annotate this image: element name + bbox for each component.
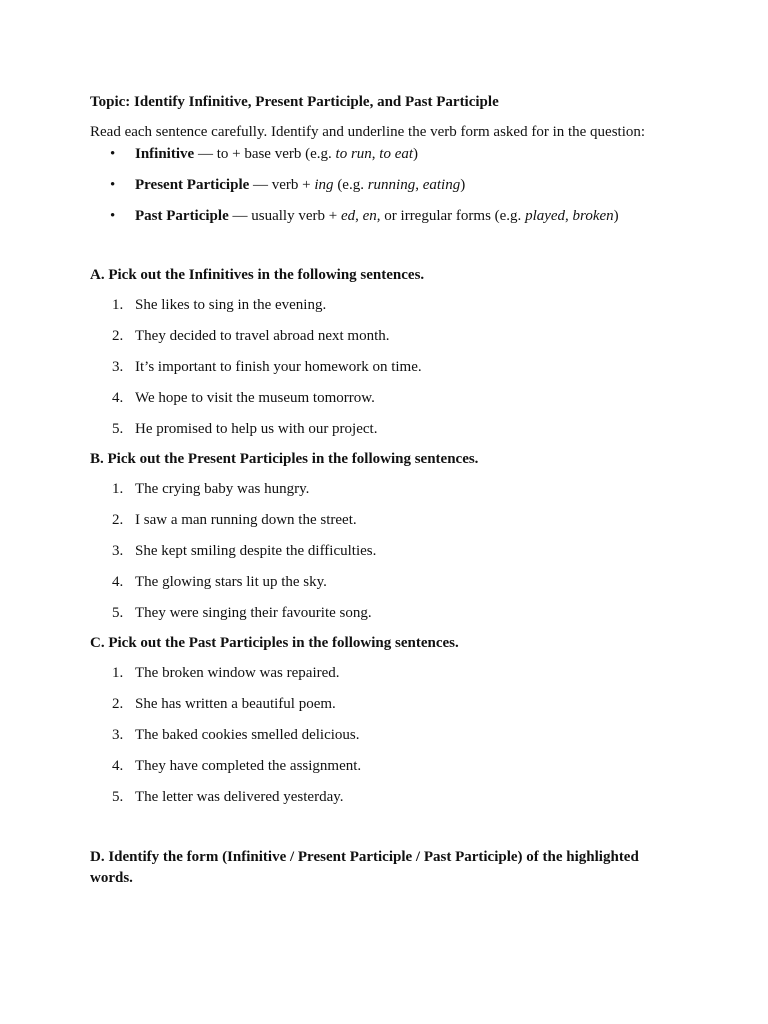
document-body xyxy=(90,92,680,899)
item-text: The glowing stars lit up the sky. xyxy=(135,574,327,590)
definition-example: to eat xyxy=(379,146,414,162)
close-paren: ) xyxy=(613,208,619,224)
definition-example: running xyxy=(367,177,416,193)
close-paren: ) xyxy=(413,146,419,162)
list-item xyxy=(90,663,680,683)
list-item xyxy=(90,694,680,714)
definition-suffix: en xyxy=(362,208,377,224)
item-text: She kept smiling despite the difficulties. xyxy=(135,543,377,559)
definition-term: Present Participle xyxy=(135,177,250,193)
item-text: They were singing their favourite song. xyxy=(135,605,372,621)
section-d-heading: D. Identify the form (Infinitive / Present Participle / Past Participle) of the highlighted words. xyxy=(90,849,639,886)
definition-text: — verb + xyxy=(249,177,315,193)
item-number: 2. xyxy=(112,328,124,344)
section-c-list xyxy=(90,663,680,807)
list-item xyxy=(90,510,680,530)
list-item xyxy=(90,787,680,807)
bullet-icon: • xyxy=(110,177,116,193)
separator: , xyxy=(355,208,363,224)
item-text: We hope to visit the museum tomorrow. xyxy=(135,390,375,406)
list-item xyxy=(90,572,680,592)
definition-text: (e.g. xyxy=(333,177,368,193)
item-number: 2. xyxy=(112,512,124,528)
definition-term: Past Participle xyxy=(135,208,229,224)
list-item xyxy=(90,388,680,408)
item-text: They have completed the assignment. xyxy=(135,758,362,774)
item-text: The letter was delivered yesterday. xyxy=(135,789,344,805)
close-paren: ) xyxy=(460,177,466,193)
item-text: It’s important to finish your homework on time. xyxy=(135,359,422,375)
list-item xyxy=(90,326,680,346)
item-text: He promised to help us with our project. xyxy=(135,421,378,437)
item-number: 2. xyxy=(112,696,124,712)
list-item xyxy=(90,357,680,377)
item-number: 3. xyxy=(112,543,124,559)
item-number: 5. xyxy=(112,421,124,437)
section-a-heading: A. Pick out the Infinitives in the following sentences. xyxy=(90,267,425,283)
separator: , xyxy=(415,177,423,193)
definition-present-participle xyxy=(90,175,680,195)
item-text: She has written a beautiful poem. xyxy=(135,696,336,712)
definition-example: to run xyxy=(335,146,372,162)
definition-text: — to + base verb (e.g. xyxy=(194,146,336,162)
definition-example: eating xyxy=(422,177,461,193)
item-text: I saw a man running down the street. xyxy=(135,512,357,528)
definition-past-participle xyxy=(90,206,680,226)
bullet-icon: • xyxy=(110,208,116,224)
item-number: 5. xyxy=(112,605,124,621)
definitions-list xyxy=(90,144,680,226)
definition-text: — usually verb + xyxy=(228,208,341,224)
item-number: 1. xyxy=(112,481,124,497)
item-number: 3. xyxy=(112,359,124,375)
definition-term: Infinitive xyxy=(135,146,195,162)
item-text: She likes to sing in the evening. xyxy=(135,297,327,313)
section-a-list xyxy=(90,295,680,439)
definition-example: played xyxy=(525,208,566,224)
separator: , xyxy=(565,208,573,224)
separator: , xyxy=(371,146,380,162)
list-item xyxy=(90,756,680,776)
definition-suffix: ing xyxy=(314,177,334,193)
list-item xyxy=(90,603,680,623)
section-b-list xyxy=(90,479,680,623)
list-item xyxy=(90,295,680,315)
item-text: The broken window was repaired. xyxy=(135,665,340,681)
section-c-heading: C. Pick out the Past Participles in the following sentences. xyxy=(90,635,459,651)
topic-heading: Topic: Identify Infinitive, Present Participle, and Past Participle xyxy=(90,94,499,110)
item-number: 1. xyxy=(112,665,124,681)
item-number: 4. xyxy=(112,758,124,774)
item-number: 4. xyxy=(112,574,124,590)
list-item xyxy=(90,541,680,561)
item-text: They decided to travel abroad next month. xyxy=(135,328,390,344)
definition-suffix: ed xyxy=(340,208,356,224)
item-text: The baked cookies smelled delicious. xyxy=(135,727,360,743)
definition-text: , or irregular forms (e.g. xyxy=(376,208,526,224)
definition-example: broken xyxy=(572,208,614,224)
instructions: Read each sentence carefully. Identify and underline the verb form asked for in the question: xyxy=(90,124,646,140)
item-number: 5. xyxy=(112,789,124,805)
list-item xyxy=(90,725,680,745)
list-item xyxy=(90,479,680,499)
item-number: 4. xyxy=(112,390,124,406)
list-item xyxy=(90,419,680,439)
bullet-icon: • xyxy=(110,146,116,162)
definition-infinitive xyxy=(90,144,680,164)
section-b-heading: B. Pick out the Present Participles in the following sentences. xyxy=(90,451,479,467)
item-text: The crying baby was hungry. xyxy=(135,481,310,497)
item-number: 1. xyxy=(112,297,124,313)
item-number: 3. xyxy=(112,727,124,743)
